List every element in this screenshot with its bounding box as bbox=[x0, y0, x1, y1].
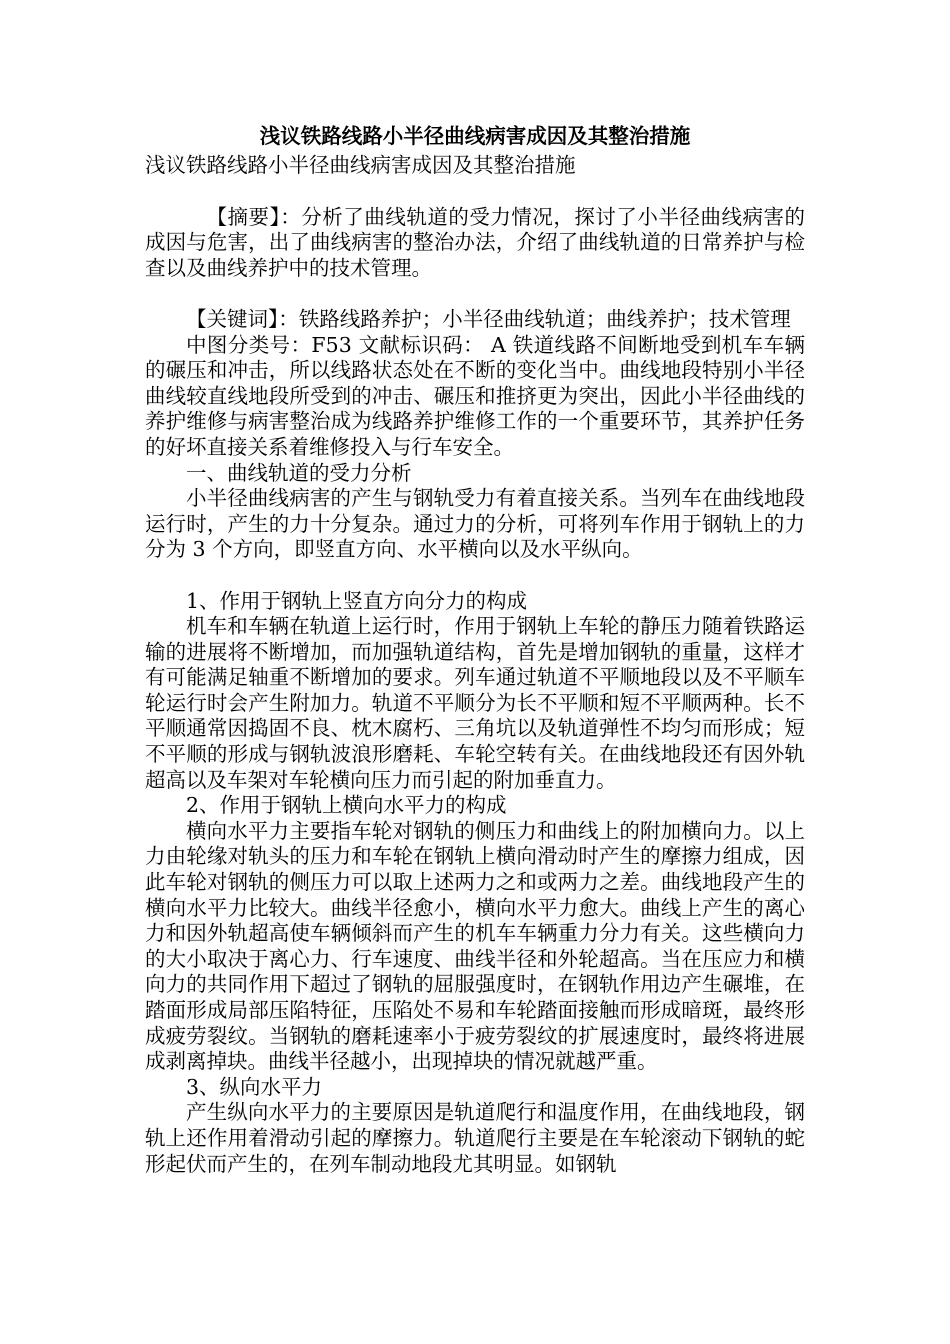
document-title: 浅议铁路线路小半径曲线病害成因及其整治措施 bbox=[259, 124, 691, 148]
abstract-paragraph: 【摘要】：分析了曲线轨道的受力情况，探讨了小半径曲线病害的成因与危害，出了曲线病害的整治办法，介绍了曲线轨道的日常养护与检查以及曲线养护中的技术管理。 bbox=[145, 204, 805, 280]
subsection-1-paragraph: 机车和车辆在轨道上运行时，作用于钢轨上车轮的静压力随着铁路运输的进展将不断增加，而加强轨道结构，首先是增加钢轨的重量，这样才有可能满足轴重不断增加的要求。列车通过轨道不平顺地段以及不平顺车轮运行时会产生附加力。轨道不平顺分为长不平顺和短不平顺两种。长不平顺通常因捣固不良、枕木腐朽、三角坑以及轨道弹性不均匀而形成；短不平顺的形成与钢轨波浪形磨耗、车轮空转有关。在曲线地段还有因外轨超高以及车架对车轮横向压力而引起的附加垂直力。 bbox=[145, 614, 805, 792]
subsection-heading-3: 3、纵向水平力 bbox=[186, 1074, 323, 1099]
subsection-heading-1: 1、作用于钢轨上竖直方向分力的构成 bbox=[186, 588, 528, 613]
document-body bbox=[145, 121, 805, 1177]
blank-line bbox=[145, 281, 805, 307]
blank-line bbox=[145, 563, 805, 589]
subsection-3-paragraph: 产生纵向水平力的主要原因是轨道爬行和温度作用，在曲线地段，钢轨上还作用着滑动引起的摩擦力。轨道爬行主要是在车轮滚动下钢轨的蛇形起伏而产生的，在列车制动地段尤其明显。如钢轨 bbox=[145, 1100, 805, 1176]
intro-paragraph: 中图分类号：F53 文献标识码： A 铁道线路不间断地受到机车车辆的碾压和冲击，所以线路状态处在不断的变化当中。曲线地段特别小半径曲线较直线地段所受到的冲击、碾压和推挤更为突出，因此小半径曲线的养护维修与病害整治成为线路养护维修工作的一个重要环节，其养护任务的好坏直接关系着维修投入与行车安全。 bbox=[145, 332, 805, 459]
section-heading-1: 一、曲线轨道的受力分析 bbox=[186, 460, 412, 485]
section-1-paragraph: 小半径曲线病害的产生与钢轨受力有着直接关系。当列车在曲线地段运行时，产生的力十分复杂。通过力的分析，可将列车作用于钢轨上的力分为 3 个方向，即竖直方向、水平横向以及水平纵向。 bbox=[145, 486, 805, 562]
subsection-heading-2: 2、作用于钢轨上横向水平力的构成 bbox=[186, 793, 507, 818]
subsection-2-paragraph: 横向水平力主要指车轮对钢轨的侧压力和曲线上的附加横向力。以上力由轮缘对轨头的压力和车轮在钢轨上横向滑动时产生的摩擦力组成，因此车轮对钢轨的侧压力可以取上述两力之和或两力之差。曲线地段产生的横向水平力比较大。曲线半径愈小，横向水平力愈大。曲线上产生的离心力和因外轨超高使车辆倾斜而产生的机车车辆重力分力有关。这些横向力的大小取决于离心力、行车速度、曲线半径和外轮超高。当在压应力和横向力的共同作用下超过了钢轨的屈服强度时，在钢轨作用边产生碾堆，在踏面形成局部压陷特征，压陷处不易和车轮踏面接触而形成暗斑，最终形成疲劳裂纹。当钢轨的磨耗速率小于疲劳裂纹的扩展速度时，最终将进展成剥离掉块。曲线半径越小，出现掉块的情况就越严重。 bbox=[145, 818, 805, 1074]
blank-line bbox=[145, 179, 805, 205]
keywords-paragraph: 【关键词】：铁路线路养护；小半径曲线轨道；曲线养护；技术管理 bbox=[186, 306, 791, 331]
document-subtitle: 浅议铁路线路小半径曲线病害成因及其整治措施 bbox=[145, 153, 576, 177]
